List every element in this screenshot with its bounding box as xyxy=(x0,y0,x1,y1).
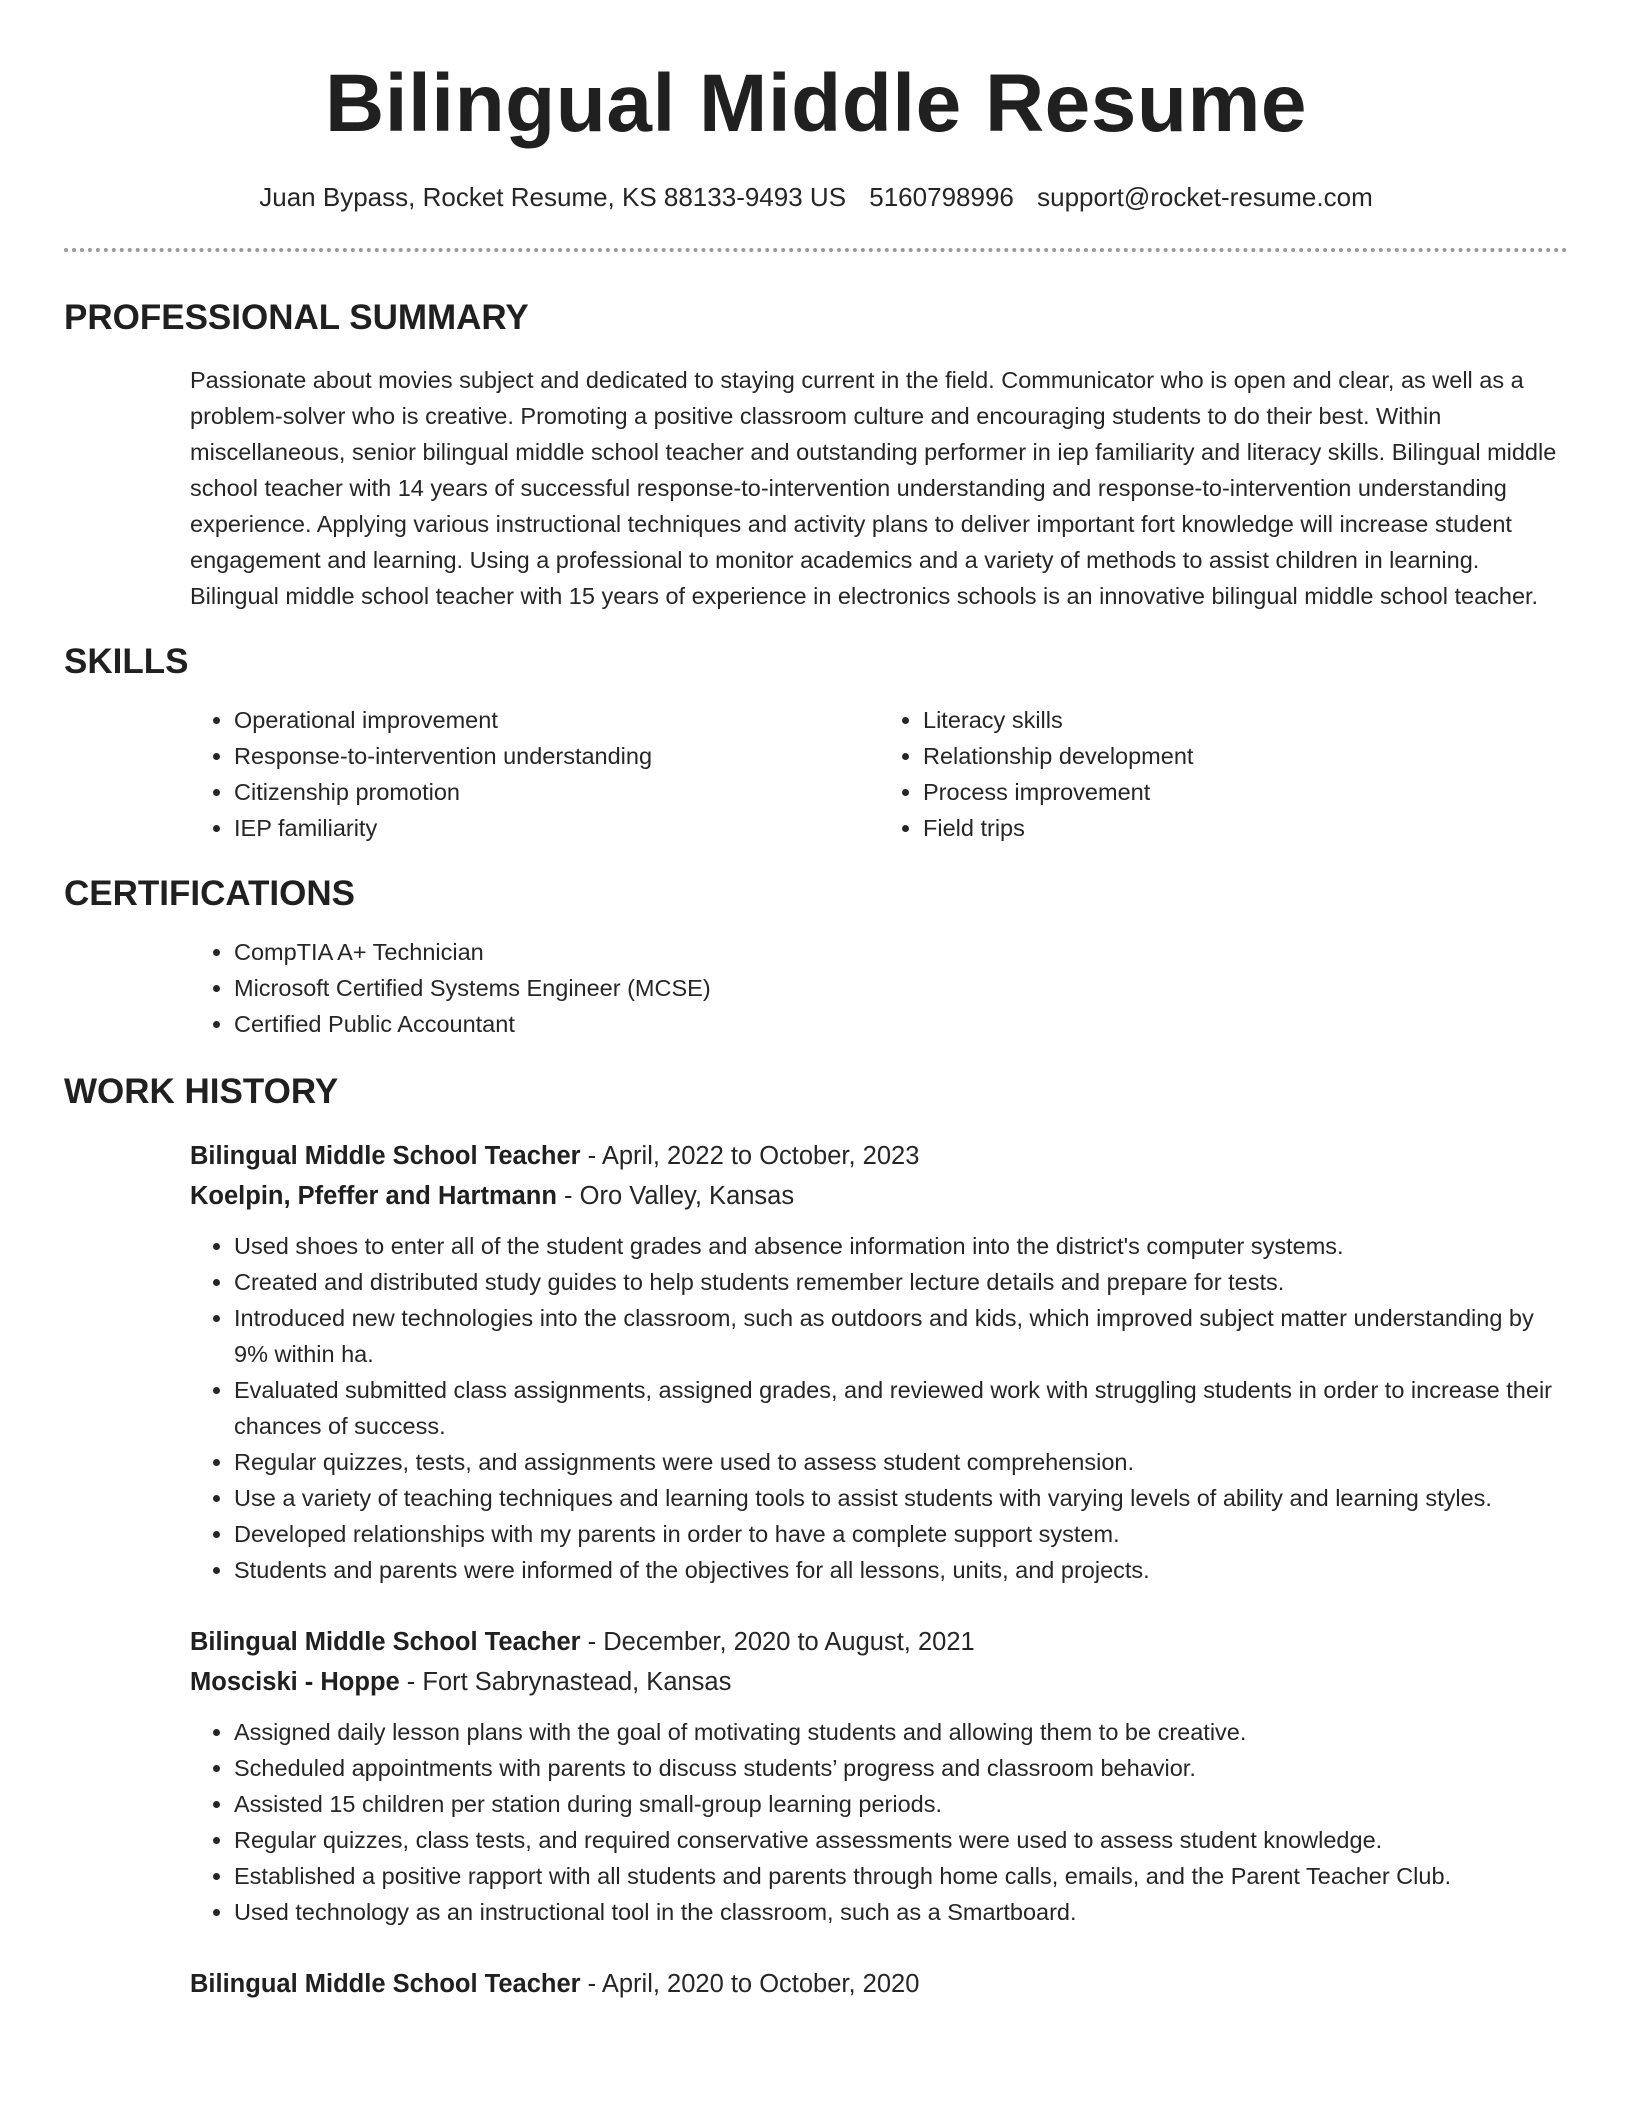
summary-text: Passionate about movies subject and dedicated to staying current in the field. Communicator who is open and clear, as well as a problem-solver who is creative. Promoting a positive classroom culture and encouraging students to do their best. Within miscellaneous, senior bilingual middle school teacher and outstanding performer in iep familiarity and literacy skills. Bilingual middle school teacher with 14 years of successful response-to-intervention understanding and response-to-intervention understanding experience. Applying various instructional techniques and activity plans to deliver important fort knowledge will increase student engagement and learning. Using a professional to monitor academics and a variety of methods to assist children in learning. Bilingual middle school teacher with 15 years of experience in electronics schools is an innovative bilingual middle school teacher. xyxy=(190,367,1557,609)
skills-left-column xyxy=(190,702,879,846)
job-title-line xyxy=(190,1622,1568,1662)
job-role: Bilingual Middle School Teacher xyxy=(190,1628,581,1656)
job-bullet: • Introduced new technologies into the classroom, such as outdoors and kids, which improved subject matter understanding by 9% within ha. xyxy=(234,1300,1568,1372)
job-dates: - April, 2020 to October, 2020 xyxy=(580,1970,920,1998)
contact-phone: 5160798996 xyxy=(869,182,1014,212)
skill-item: • Process improvement xyxy=(923,774,1568,810)
job-role: Bilingual Middle School Teacher xyxy=(190,1142,581,1170)
job-bullet: • Developed relationships with my parents in order to have a complete support system. xyxy=(234,1516,1568,1552)
certification-item: • Certified Public Accountant xyxy=(234,1006,1568,1042)
skill-item: • Relationship development xyxy=(923,738,1568,774)
skills-right-column xyxy=(879,702,1568,846)
skill-item: • Citizenship promotion xyxy=(234,774,879,810)
job-bullet: • Assigned daily lesson plans with the goal of motivating students and allowing them to be creative. xyxy=(234,1714,1568,1750)
skill-item: • Field trips xyxy=(923,810,1568,846)
job-bullet: • Students and parents were informed of the objectives for all lessons, units, and projects. xyxy=(234,1552,1568,1588)
job-dates: - April, 2022 to October, 2023 xyxy=(580,1142,920,1170)
certification-item: • Microsoft Certified Systems Engineer (MCSE) xyxy=(234,970,1568,1006)
contact-email: support@rocket-resume.com xyxy=(1037,182,1373,212)
skill-item: • Response-to-intervention understanding xyxy=(234,738,879,774)
job-bullet: • Assisted 15 children per station during small-group learning periods. xyxy=(234,1786,1568,1822)
job-bullet: • Regular quizzes, class tests, and required conservative assessments were used to assess student knowledge. xyxy=(234,1822,1568,1858)
job-entry xyxy=(190,1622,1568,1930)
skill-item: • IEP familiarity xyxy=(234,810,879,846)
skills-heading: SKILLS xyxy=(64,642,189,681)
job-dates: - December, 2020 to August, 2021 xyxy=(580,1628,975,1656)
job-entry xyxy=(190,1136,1568,1588)
job-role: Bilingual Middle School Teacher xyxy=(190,1970,581,1998)
certification-item: • CompTIA A+ Technician xyxy=(234,934,1568,970)
job-company: Mosciski - Hoppe xyxy=(190,1668,400,1696)
skill-item: • Operational improvement xyxy=(234,702,879,738)
job-location: - Fort Sabrynastead, Kansas xyxy=(399,1668,732,1696)
job-company-line xyxy=(190,1176,1568,1216)
skills-list xyxy=(190,702,1568,846)
job-bullet: • Used shoes to enter all of the student grades and absence information into the district's computer systems. xyxy=(234,1228,1568,1264)
job-company-line xyxy=(190,1662,1568,1702)
job-bullets xyxy=(190,1228,1568,1588)
job-bullet: • Scheduled appointments with parents to discuss students’ progress and classroom behavior. xyxy=(234,1750,1568,1786)
header-divider xyxy=(64,248,1568,252)
contact-line xyxy=(64,180,1568,214)
job-title-line xyxy=(190,1964,1568,2004)
job-company: Koelpin, Pfeffer and Hartmann xyxy=(190,1182,557,1210)
job-bullet: • Used technology as an instructional tool in the classroom, such as a Smartboard. xyxy=(234,1894,1568,1930)
resume-page xyxy=(64,0,1568,2004)
contact-address: Juan Bypass, Rocket Resume, KS 88133-9493 US xyxy=(259,182,847,212)
job-bullet: • Regular quizzes, tests, and assignments were used to assess student comprehension. xyxy=(234,1444,1568,1480)
skill-item: • Literacy skills xyxy=(923,702,1568,738)
job-bullet: • Evaluated submitted class assignments, assigned grades, and reviewed work with struggling students in order to increase their chances of success. xyxy=(234,1372,1568,1444)
job-location: - Oro Valley, Kansas xyxy=(556,1182,795,1210)
job-bullet: • Established a positive rapport with all students and parents through home calls, emails, and the Parent Teacher Club. xyxy=(234,1858,1568,1894)
summary-heading: PROFESSIONAL SUMMARY xyxy=(64,298,529,337)
resume-title: Bilingual Middle Resume xyxy=(325,58,1307,149)
work-history-heading: WORK HISTORY xyxy=(64,1072,339,1111)
job-entry xyxy=(190,1964,1568,2004)
job-bullet: • Created and distributed study guides to help students remember lecture details and prepare for tests. xyxy=(234,1264,1568,1300)
job-bullet: • Use a variety of teaching techniques and learning tools to assist students with varying levels of ability and learning styles. xyxy=(234,1480,1568,1516)
certifications-heading: CERTIFICATIONS xyxy=(64,874,356,913)
job-bullets xyxy=(190,1714,1568,1930)
job-title-line xyxy=(190,1136,1568,1176)
certifications-list xyxy=(190,934,1568,1042)
